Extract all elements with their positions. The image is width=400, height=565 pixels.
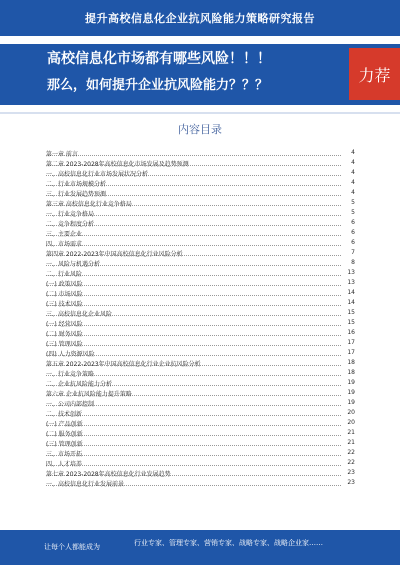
table-of-contents [46,149,355,489]
toc-entry-text: (三) 技术风险 [46,301,83,308]
toc-entry-text: 三、市场开拓 [46,451,83,458]
toc-leader [46,245,341,246]
toc-entry-page: 15 [347,319,355,326]
toc-entry-page: 21 [347,429,355,436]
toc-entry-page: 18 [347,369,355,376]
toc-entry-text: 第六章 企业抗风险能力提升策略 [46,391,132,398]
toc-entry-text: 第七章 2023-2028年高校信息化行业发展趋势 [46,471,171,478]
toc-entry[interactable] [46,409,355,418]
toc-entry-text: 二、企业抗风险能力分析 [46,381,113,388]
toc-entry-text: 第一章 前言 [46,151,78,158]
footer-slogan: 让每个人都能成为 [44,543,100,551]
toc-entry-text: 二、竞争程度分析 [46,221,95,228]
toc-entry-page: 8 [351,259,355,266]
toc-entry-page: 23 [347,479,355,486]
toc-entry-text: (二) 市场风险 [46,291,83,298]
toc-leader [46,425,341,426]
toc-entry[interactable] [46,229,355,238]
toc-leader [46,335,341,336]
toc-entry-text: (一) 经营风险 [46,321,83,328]
toc-entry-text: 四、人才培养 [46,461,83,468]
toc-title: 内容目录 [178,123,222,136]
toc-entry-text: (二) 服务创新 [46,431,83,438]
toc-entry-text: (三) 管理风险 [46,341,83,348]
toc-entry-page: 19 [347,399,355,406]
toc-entry-text: 第二章 2023-2028年高校信息化市场发展及趋势预测 [46,161,189,168]
toc-entry-text: 三、高校信息化企业风险 [46,311,113,318]
toc-entry[interactable] [46,219,355,228]
toc-leader [46,275,341,276]
toc-entry[interactable] [46,209,355,218]
toc-entry-page: 22 [347,449,355,456]
toc-entry-text: (一) 产品创新 [46,421,83,428]
toc-leader [46,465,341,466]
toc-entry-page: 19 [347,389,355,396]
toc-entry[interactable] [46,309,355,318]
toc-leader [46,155,341,156]
toc-leader [46,345,341,346]
toc-entry[interactable] [46,479,355,488]
toc-entry[interactable] [46,269,355,278]
footer-cta: 行业专家、管理专家、营销专家、战略专家、战略企业家…… [134,539,323,547]
toc-entry-text: 一、风险与机遇分析 [46,261,101,268]
toc-entry[interactable] [46,249,355,258]
toc-entry[interactable] [46,449,355,458]
toc-entry[interactable] [46,319,355,328]
toc-leader [46,435,341,436]
toc-entry-text: 二、行业风险 [46,271,83,278]
toc-entry-page: 13 [347,279,355,286]
toc-entry-text: 二、行业市场规模分析 [46,181,107,188]
toc-entry-page: 23 [347,469,355,476]
toc-entry-text: 第三章 高校信息化行业竞争格局 [46,201,132,208]
recommend-badge: 力荐 [349,48,400,100]
footer-bar [0,530,400,565]
toc-entry[interactable] [46,429,355,438]
toc-entry-text: (四) 人力资源风险 [46,351,95,358]
toc-leader [46,325,341,326]
toc-entry[interactable] [46,349,355,358]
toc-entry-text: (三) 管理创新 [46,441,83,448]
hero-subheadline: 那么，如何提升企业抗风险能力？？？ [47,78,269,93]
toc-entry[interactable] [46,199,355,208]
toc-entry[interactable] [46,299,355,308]
toc-entry-page: 6 [351,219,355,226]
toc-entry[interactable] [46,369,355,378]
toc-entry[interactable] [46,169,355,178]
report-title: 提升高校信息化企业抗风险能力策略研究报告 [85,12,315,25]
toc-entry-text: 三、主要企业 [46,231,83,238]
toc-entry[interactable] [46,259,355,268]
toc-entry[interactable] [46,469,355,478]
toc-entry-text: 第五章 2022-2023年中国高校信息化行业企业抗风险分析 [46,361,201,368]
toc-entry[interactable] [46,239,355,248]
report-header-bar [0,0,400,36]
toc-entry-page: 17 [347,349,355,356]
toc-entry[interactable] [46,459,355,468]
toc-entry-page: 17 [347,339,355,346]
toc-entry[interactable] [46,149,355,158]
toc-entry-text: 一、行业竞争策略 [46,371,95,378]
toc-entry[interactable] [46,439,355,448]
divider [0,112,400,114]
toc-entry-page: 20 [347,409,355,416]
toc-entry[interactable] [46,179,355,188]
toc-entry[interactable] [46,279,355,288]
toc-entry[interactable] [46,419,355,428]
toc-entry[interactable] [46,359,355,368]
toc-entry-text: 三、行业发展趋势预测 [46,191,107,198]
toc-entry-text: (一) 政策风险 [46,281,83,288]
toc-entry-page: 5 [351,199,355,206]
toc-leader [46,445,341,446]
toc-entry-page: 4 [351,189,355,196]
toc-leader [46,455,341,456]
toc-entry-page: 4 [351,179,355,186]
toc-entry-page: 21 [347,439,355,446]
toc-leader [46,305,341,306]
hero-headline: 高校信息化市场都有哪些风险！！！ [47,51,271,67]
toc-entry-text: 二、技术创新 [46,411,83,418]
toc-entry-page: 13 [347,269,355,276]
toc-leader [46,295,341,296]
toc-entry-page: 22 [347,459,355,466]
toc-entry[interactable] [46,379,355,388]
toc-entry[interactable] [46,329,355,338]
toc-entry-text: 第四章 2022-2023年中国高校信息化行业风险分析 [46,251,183,258]
hero-banner [0,44,400,105]
toc-entry[interactable] [46,189,355,198]
toc-entry[interactable] [46,399,355,408]
toc-entry-page: 5 [351,209,355,216]
toc-entry-text: 一、高校信息化行业发展前景 [46,481,125,488]
toc-entry-page: 4 [351,149,355,156]
toc-entry-text: 一、高校信息化行业市场发展状况分析 [46,171,149,178]
toc-entry-text: 四、市场需求 [46,241,83,248]
toc-entry-page: 6 [351,229,355,236]
toc-entry-page: 7 [351,249,355,256]
toc-leader [46,415,341,416]
toc-entry-page: 4 [351,169,355,176]
toc-entry-page: 6 [351,239,355,246]
toc-entry-text: 一、行业竞争格局 [46,211,95,218]
toc-entry-text: (二) 财务风险 [46,331,83,338]
toc-entry-page: 19 [347,379,355,386]
toc-entry-page: 14 [347,289,355,296]
toc-entry-page: 18 [347,359,355,366]
toc-entry-page: 16 [347,329,355,336]
toc-entry[interactable] [46,389,355,398]
toc-entry-page: 15 [347,309,355,316]
toc-leader [46,285,341,286]
toc-entry-page: 20 [347,419,355,426]
toc-entry[interactable] [46,159,355,168]
toc-entry-page: 14 [347,299,355,306]
toc-entry-page: 4 [351,159,355,166]
toc-entry-text: 一、公司内部控制 [46,401,95,408]
toc-leader [46,235,341,236]
toc-entry[interactable] [46,289,355,298]
toc-entry[interactable] [46,339,355,348]
